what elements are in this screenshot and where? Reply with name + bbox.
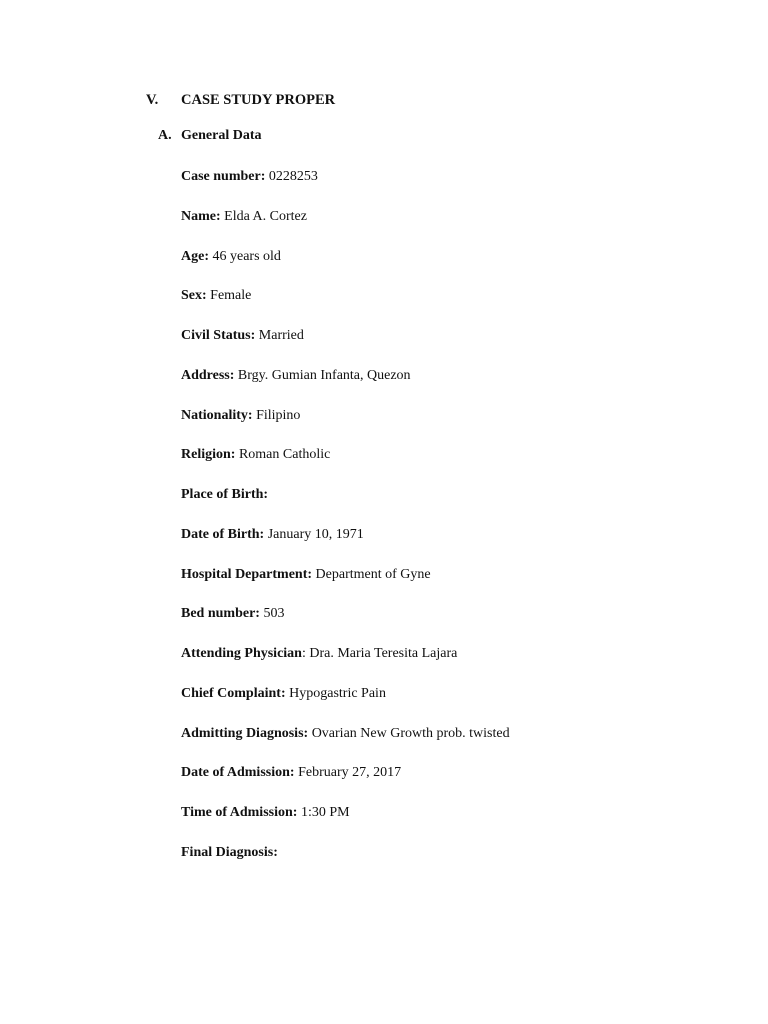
field-value: February 27, 2017 [294,765,402,781]
field-value: Filipino [252,407,301,423]
field-label: Date of Birth: [181,526,265,542]
field-label: Name: [181,208,221,224]
field-label: Hospital Department: [181,566,313,582]
field-label: Admitting Diagnosis: [181,725,309,741]
field-label: Chief Complaint: [181,685,286,701]
field-value: January 10, 1971 [264,526,364,542]
field-bed-number [181,604,510,644]
field-value: Roman Catholic [235,447,331,463]
field-religion [181,445,510,485]
field-value: Department of Gyne [312,566,431,582]
field-sex [181,286,510,326]
field-label: Place of Birth: [181,487,269,502]
field-label: Civil Status: [181,328,256,343]
subsection-title: General Data [181,128,262,143]
field-age [181,247,510,287]
subsection-letter: A. [158,128,172,143]
field-label: Religion: [181,447,236,463]
field-label: Address: [181,367,235,383]
field-label: Sex: [181,288,207,304]
field-value: 503 [259,606,285,622]
field-value: : Dra. Maria Teresita Lajara [301,646,458,661]
field-value: 1:30 PM [297,805,350,820]
field-date-of-birth [181,525,510,565]
field-case-number [181,167,510,207]
field-time-of-admission [181,803,510,843]
section-title: CASE STUDY PROPER [181,92,336,108]
field-value: Brgy. Gumian Infanta, Quezon [234,367,411,383]
field-label: Nationality: [181,407,253,423]
field-label: Final Diagnosis: [181,844,278,860]
field-value: 0228253 [265,169,318,184]
field-place-of-birth [181,485,510,525]
field-attending-physician [181,644,510,684]
field-label: Case number: [181,169,266,184]
general-data-list [181,167,510,883]
field-label: Attending Physician [181,646,302,661]
field-name [181,207,510,247]
field-label: Age: [181,248,209,264]
field-final-diagnosis [181,843,510,883]
field-hospital-department [181,565,510,605]
subsection-heading [158,128,261,144]
field-value: Hypogastric Pain [285,685,386,701]
field-label: Time of Admission: [181,805,298,820]
field-label: Bed number: [181,606,260,622]
field-value: Elda A. Cortez [220,208,307,224]
section-heading [146,92,335,109]
field-nationality [181,406,510,446]
field-address [181,366,510,406]
field-chief-complaint [181,684,510,724]
field-value: Female [206,288,252,304]
field-value: Ovarian New Growth prob. twisted [308,725,510,741]
section-numeral: V. [146,92,159,108]
field-value: Married [255,328,304,343]
field-admitting-diagnosis [181,724,510,764]
field-value: 46 years old [209,248,281,264]
field-date-of-admission [181,763,510,803]
field-civil-status [181,326,510,366]
field-label: Date of Admission: [181,765,295,781]
